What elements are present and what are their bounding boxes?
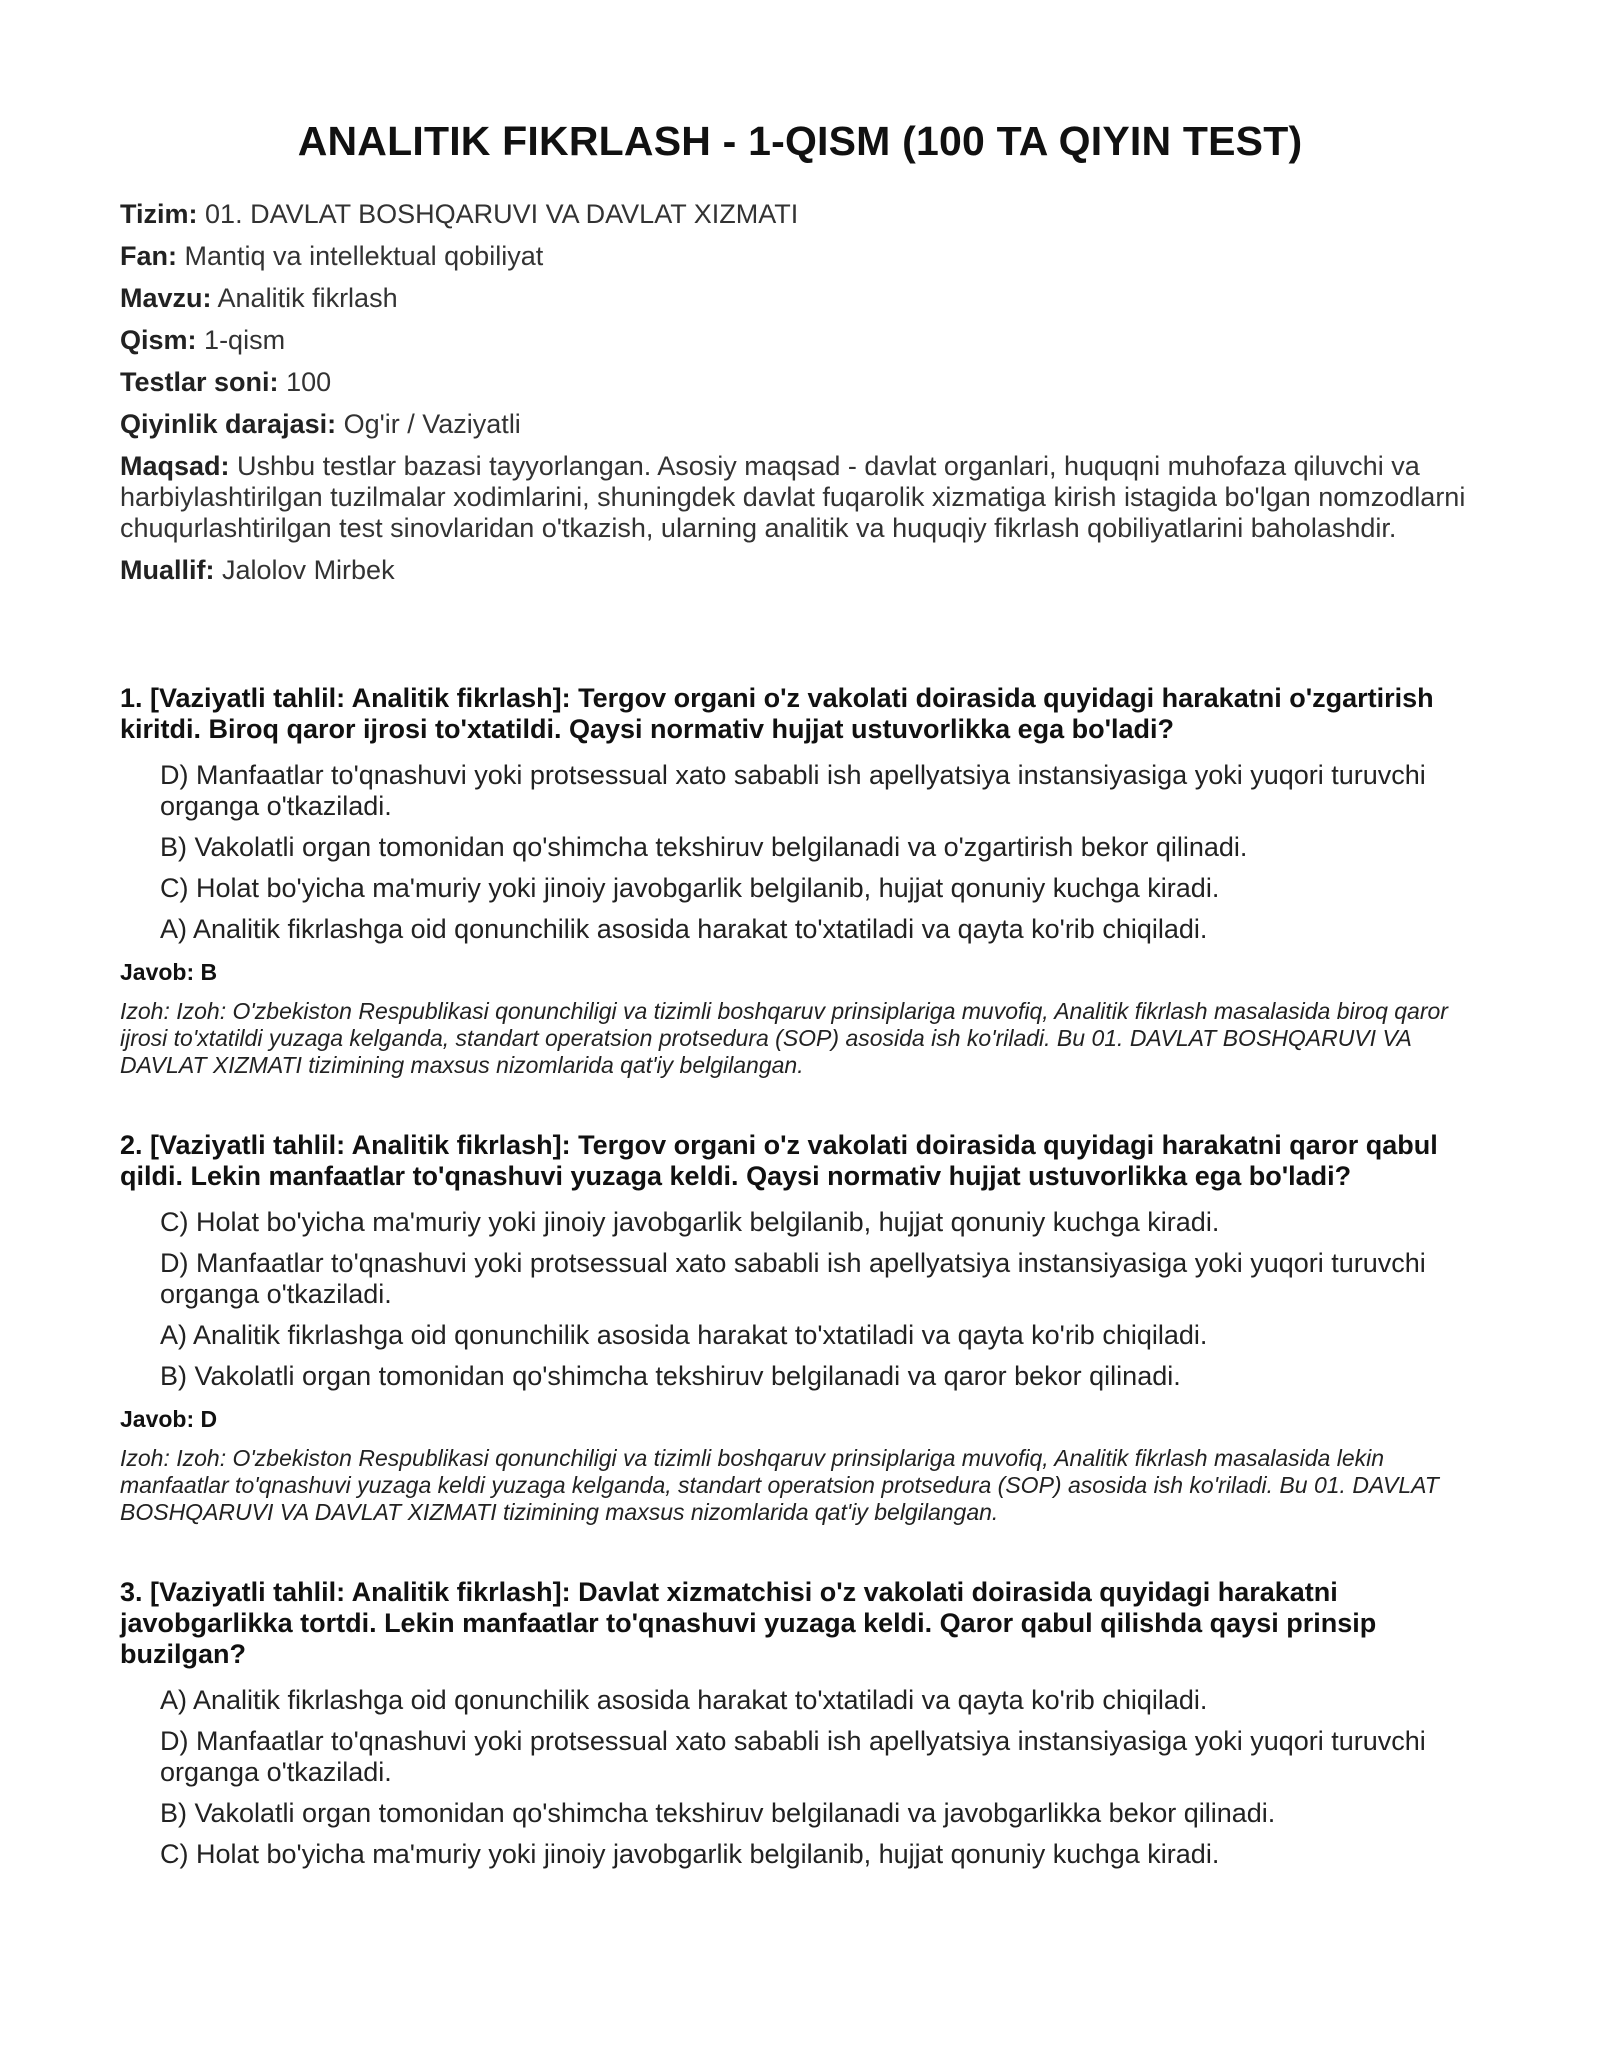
option-item: D) Manfaatlar to'qnashuvi yoki protsessual xato sababli ish apellyatsiya instansiyasiga yoki yuqori turuvchi organga o'tkaziladi.: [160, 760, 1426, 821]
meta-mavzu: [120, 283, 1480, 314]
question-2: [120, 1130, 1480, 1526]
meta-value: 1-qism: [204, 325, 286, 355]
meta-muallif: [120, 555, 1480, 586]
option-item: B) Vakolatli organ tomonidan qo'shimcha tekshiruv belgilanadi va qaror bekor qilinadi.: [160, 1361, 1181, 1391]
meta-label: Fan:: [120, 241, 177, 271]
options-list: [120, 760, 1480, 945]
meta-value: 100: [286, 367, 332, 397]
meta-tizim: [120, 199, 1480, 230]
meta-value: Ushbu testlar bazasi tayyorlangan. Asosiy maqsad - davlat organlari, huquqni muhofaza qiluvchi va harbiylashtirilgan tuzilmalar xodimlarini, shuningdek davlat fuqarolik xizmatiga kirish istagida bo'lgan nomzodlarni chuqurlashtirilgan test sinovlaridan o'tkazish, ularning analitik va huquqiy fikrlash qobiliyatlarini baholashdir.: [120, 451, 1466, 543]
meta-maqsad: [120, 451, 1480, 544]
option-item: A) Analitik fikrlashga oid qonunchilik asosida harakat to'xtatiladi va qayta ko'rib chiqiladi.: [160, 1320, 1208, 1350]
meta-qiyinlik: [120, 409, 1480, 440]
answer-label: Javob: D: [120, 1406, 218, 1432]
option-item: D) Manfaatlar to'qnashuvi yoki protsessual xato sababli ish apellyatsiya instansiyasiga yoki yuqori turuvchi organga o'tkaziladi.: [160, 1248, 1426, 1309]
option-item: D) Manfaatlar to'qnashuvi yoki protsessual xato sababli ish apellyatsiya instansiyasiga yoki yuqori turuvchi organga o'tkaziladi.: [160, 1726, 1426, 1787]
option-item: B) Vakolatli organ tomonidan qo'shimcha tekshiruv belgilanadi va o'zgartirish bekor qilinadi.: [160, 832, 1248, 862]
option-item: A) Analitik fikrlashga oid qonunchilik asosida harakat to'xtatiladi va qayta ko'rib chiqiladi.: [160, 1685, 1208, 1715]
meta-value: Analitik fikrlash: [217, 283, 398, 313]
meta-label: Qism:: [120, 325, 197, 355]
question-title: 2. [Vaziyatli tahlil: Analitik fikrlash]: Tergov organi o'z vakolati doirasida quyidagi harakatni qaror qabul qildi. Lekin manfaatlar to'qnashuvi yuzaga keldi. Qaysi normativ hujjat ustuvorlikka ega bo'ladi?: [120, 1130, 1438, 1191]
question-3: [120, 1577, 1480, 1870]
option-item: B) Vakolatli organ tomonidan qo'shimcha tekshiruv belgilanadi va javobgarlikka bekor qilinadi.: [160, 1798, 1276, 1828]
options-list: [120, 1207, 1480, 1392]
option-item: C) Holat bo'yicha ma'muriy yoki jinoiy javobgarlik belgilanib, hujjat qonuniy kuchga kiradi.: [160, 1839, 1220, 1869]
question-1: [120, 683, 1480, 1079]
meta-qism: [120, 325, 1480, 356]
meta-label: Mavzu:: [120, 283, 212, 313]
meta-value: Mantiq va intellektual qobiliyat: [184, 241, 544, 271]
meta-value: 01. DAVLAT BOSHQARUVI VA DAVLAT XIZMATI: [205, 199, 799, 229]
meta-value: Og'ir / Vaziyatli: [343, 409, 521, 439]
option-item: C) Holat bo'yicha ma'muriy yoki jinoiy javobgarlik belgilanib, hujjat qonuniy kuchga kiradi.: [160, 873, 1220, 903]
meta-value: Jalolov Mirbek: [222, 555, 395, 585]
meta-label: Testlar soni:: [120, 367, 279, 397]
section-spacer: [120, 597, 1480, 683]
explanation-text: Izoh: Izoh: O'zbekiston Respublikasi qonunchiligi va tizimli boshqaruv prinsiplariga muvofiq, Analitik fikrlash masalasida lekin manfaatlar to'qnashuvi yuzaga keldi yuzaga kelganda, standart operatsion protsedura (SOP) asosida ish ko'riladi. Bu 01. DAVLAT BOSHQARUVI VA DAVLAT XIZMATI tizimining maxsus nizomlarida qat'iy belgilangan.: [120, 1445, 1439, 1525]
meta-testlar-soni: [120, 367, 1480, 398]
page-title: ANALITIK FIKRLASH - 1-QISM (100 TA QIYIN TEST): [297, 118, 1303, 164]
answer-label: Javob: B: [120, 959, 218, 985]
meta-fan: [120, 241, 1480, 272]
question-title: 3. [Vaziyatli tahlil: Analitik fikrlash]: Davlat xizmatchisi o'z vakolati doirasida quyidagi harakatni javobgarlikka tortdi. Lekin manfaatlar to'qnashuvi yuzaga keldi. Qaror qabul qilishda qaysi prinsip buzilgan?: [120, 1577, 1377, 1669]
question-title: 1. [Vaziyatli tahlil: Analitik fikrlash]: Tergov organi o'z vakolati doirasida quyidagi harakatni o'zgartirish kiritdi. Biroq qaror ijrosi to'xtatildi. Qaysi normativ hujjat ustuvorlikka ega bo'ladi?: [120, 683, 1434, 744]
meta-label: Muallif:: [120, 555, 215, 585]
meta-label: Qiyinlik darajasi:: [120, 409, 337, 439]
option-item: C) Holat bo'yicha ma'muriy yoki jinoiy javobgarlik belgilanib, hujjat qonuniy kuchga kiradi.: [160, 1207, 1220, 1237]
explanation-text: Izoh: Izoh: O'zbekiston Respublikasi qonunchiligi va tizimli boshqaruv prinsiplariga muvofiq, Analitik fikrlash masalasida biroq qaror ijrosi to'xtatildi yuzaga kelganda, standart operatsion protsedura (SOP) asosida ish ko'riladi. Bu 01. DAVLAT BOSHQARUVI VA DAVLAT XIZMATI tizimining maxsus nizomlarida qat'iy belgilangan.: [120, 998, 1448, 1078]
meta-block: [120, 199, 1480, 586]
option-item: A) Analitik fikrlashga oid qonunchilik asosida harakat to'xtatiladi va qayta ko'rib chiqiladi.: [160, 914, 1208, 944]
options-list: [120, 1685, 1480, 1870]
meta-label: Maqsad:: [120, 451, 230, 481]
meta-label: Tizim:: [120, 199, 198, 229]
